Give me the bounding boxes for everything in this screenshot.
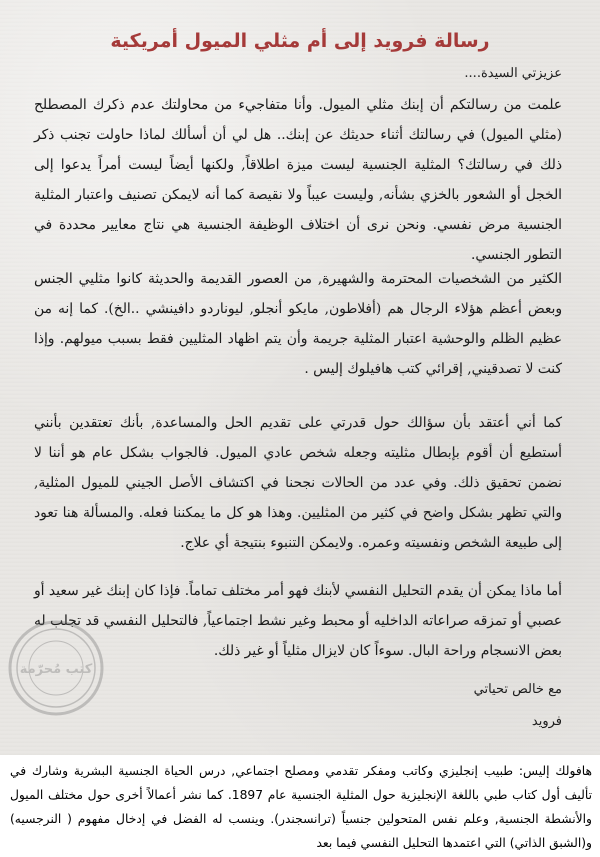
signature: فرويد [531,714,562,729]
paragraph-2: الكثير من الشخصيات المحترمة والشهيرة, من العصور القديمة والحديثة كانوا مثليي الجنس وبعض أعظم هؤلاء الرجال هم (أفلاطون, مايكو أنجلو, ليوناردو دافينشي ..الخ). كما إنه من عظيم الظلم والوحشية اعتبار المثلية جريمة وأن يتم اظهاد المثليين فقط بسبب ميولهم. وإذا كنت لا تصدقيني, إقرائي كتب هافيلوك إليس . [34,271,562,377]
paragraph-4: أما ماذا يمكن أن يقدم التحليل النفسي لأبنك فهو أمر مختلف تماماً. فإذا كان إبنك غير سعيد أو عصبي أو تمزقه صراعاته الداخليه أو محبط وغير نشط اجتماعياً, فالتحليل النفسي قد تجلب له بعض الانسجام وراحة البال. سوءاً كان لايزال مثلياً أو غير ذلك. [34,583,562,659]
footnote [0,757,600,857]
stamp-icon [6,618,106,718]
watermark-text: كتب مُحرّمة [19,662,93,677]
footnote-text: هافولك إليس: طبيب إنجليزي وكاتب ومفكر تقدمي ومصلح اجتماعي, درس الحياة الجنسية البشرية وشارك في تأليف أول كتاب طبي باللغة الإنجليزية حول المثلية الجنسية عام 1897. كما نشر أعمالاً أخرى حول مختلف الميول والأنشطة الجنسية, وعلم نفس المتحولين جنسياً (ترانسجندر). وينسب له الفضل في إدخال مفهوم ( النرجسيه) و(الشبق الذاتي) التي اعتمدها التحليل النفسي فيما بعد [10,764,592,850]
letter-title: رسالة فرويد إلى أم مثلي الميول أمريكية [110,30,490,52]
closing: مع خالص تحياتي [473,682,562,697]
salutation: عزيزتي السيدة.... [464,66,562,81]
paragraph-3: كما أني أعتقد بأن سؤالك حول قدرتي على تقديم الحل والمساعدة, بأنك تعتقدين بأنني أستطيع أن أقوم بإبطال مثليته وجعله شخص عادي الميول. فالجواب بشكل عام هو أننا لا نضمن تحقيق ذلك. وفي عدد من الحالات نجحنا في اكتشاف الأصل الجيني للميول المثلية, والتي تظهر بشكل واضح في كثير من المثليين. وهذا هو كل ما يمكننا فعله. والمسألة هنا تعود إلى طبيعة الشخص ونفسيته وعمره. ولايمكن التنبوء بنتيجة أي علاج. [34,415,562,551]
paragraph-1: علمت من رسالتكم أن إبنك مثلي الميول. وأنا متفاجيء من محاولتك عدم ذكرك المصطلح (مثلي الميول) في رسالتك أثناء حديثك عن إبنك.. هل لي أن أسألك لماذا حاولت تجنب ذكر ذلك في رسالتك؟ المثلية الجنسية ليست ميزة اطلاقاً, ولكنها أيضاً ليست أمراً يدعوا إلى الخجل أو الشعور بالخزي بشأنه, وليست عيباً ولا نقيصة كما أنه لايمكن تصنيف واعتبار المثلية الجنسية مرض نفسي. ونحن نرى أن اختلاف الوظيفة الجنسية هي نتاج معايير محددة في التطور الجنسي. [34,97,562,263]
